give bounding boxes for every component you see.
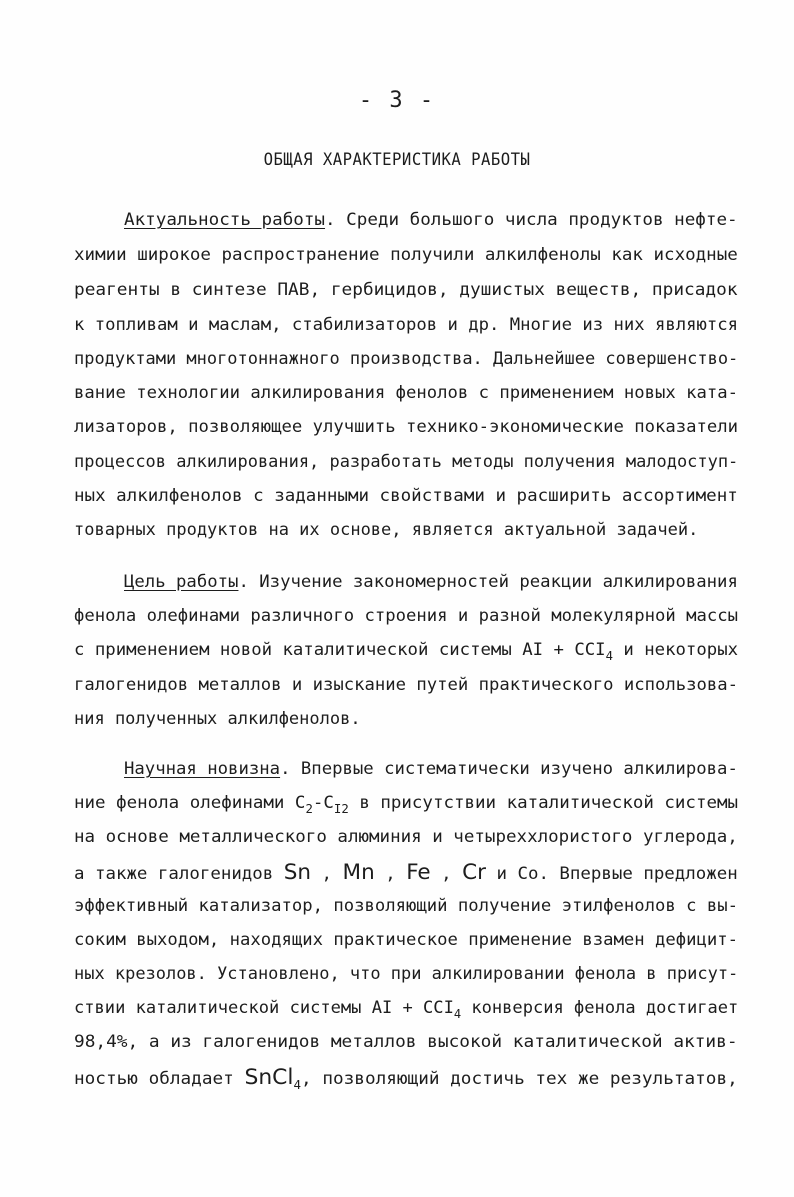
relevance-line-8: процессов алкилирования, разработать методы получения малодоступ- xyxy=(74,452,738,472)
novelty-line-5: эффективный катализатор, позволяющий получение этилфенолов с вы- xyxy=(74,896,738,916)
relevance-line-4: к топливам и маслам, стабилизаторов и др. Многие из них являются xyxy=(74,315,738,335)
novelty-line-2: ние фенола олефинами $C_2-C_{I2}$ в присутствии каталитической системы xyxy=(74,793,738,815)
handwritten-fe: Fe xyxy=(406,860,431,884)
relevance-line-5: продуктами многотоннажного производства. Дальнейшее совершенство- xyxy=(74,349,738,369)
novelty-line-10: ностью обладает SnCl$_4$, позволяющий достичь тех же результатов, xyxy=(74,1065,738,1092)
document-title: ОБЩАЯ ХАРАКТЕРИСТИКА РАБОТЫ xyxy=(263,150,531,170)
relevance-heading: Актуальность работы xyxy=(124,210,326,230)
novelty-line-6: соким выходом, находящих практическое применение взамен дефицит- xyxy=(74,930,738,950)
handwritten-sn: Sn xyxy=(283,860,312,884)
novelty-line-3: на основе металлического алюминия и четыреххлористого углерода, xyxy=(74,827,738,847)
relevance-line-1: Актуальность работы. Среди большого числа продуктов нефте- xyxy=(124,210,738,230)
handwritten-sncl: SnCl xyxy=(244,1065,294,1089)
goal-line-4: галогенидов металлов и изыскание путей практического использова- xyxy=(74,675,738,695)
relevance-line-7: лизаторов, позволяющее улучшить технико-экономические показатели xyxy=(74,417,738,437)
page-number: - 3 - xyxy=(358,88,436,113)
novelty-heading: Научная новизна xyxy=(124,759,281,779)
relevance-line-2: химии широкое распространение получили алкилфенолы как исходные xyxy=(74,245,738,265)
relevance-line-6: вание технологии алкилирования фенолов с применением новых ката- xyxy=(74,383,738,403)
novelty-line-8: ствии каталитической системы AI + $CCI_4$ конверсия фенола достигает xyxy=(74,998,738,1020)
goal-line-2: фенола олефинами различного строения и разной молекулярной массы xyxy=(74,606,738,626)
goal-line-5: ния полученных алкилфенолов. xyxy=(74,709,361,729)
relevance-line-10: товарных продуктов на их основе, является актуальной задачей. xyxy=(74,520,699,540)
relevance-line-3: реагенты в синтезе ПАВ, гербицидов, душистых веществ, присадок xyxy=(74,280,738,300)
goal-line-3: с применением новой каталитической системы AI + $CCI_4$ и некоторых xyxy=(74,640,738,662)
handwritten-cr: Cr xyxy=(462,860,487,884)
goal-line-1: Цель работы. Изучение закономерностей реакции алкилирования xyxy=(124,572,738,592)
handwritten-mn: Mn xyxy=(342,860,375,884)
relevance-line-9: ных алкилфенолов с заданными свойствами и расширить ассортимент xyxy=(74,486,738,506)
novelty-line-1: Научная новизна. Впервые систематически изучено алкилирова- xyxy=(124,759,738,779)
novelty-line-4: а также галогенидов Sn , Mn , Fe , Cr и Co. Впервые предложен xyxy=(74,860,738,884)
novelty-line-9: 98,4%, а из галогенидов металлов высокой каталитической актив- xyxy=(74,1032,738,1052)
goal-heading: Цель работы xyxy=(124,572,239,592)
novelty-line-7: ных крезолов. Установлено, что при алкилировании фенола в присут- xyxy=(74,964,738,984)
